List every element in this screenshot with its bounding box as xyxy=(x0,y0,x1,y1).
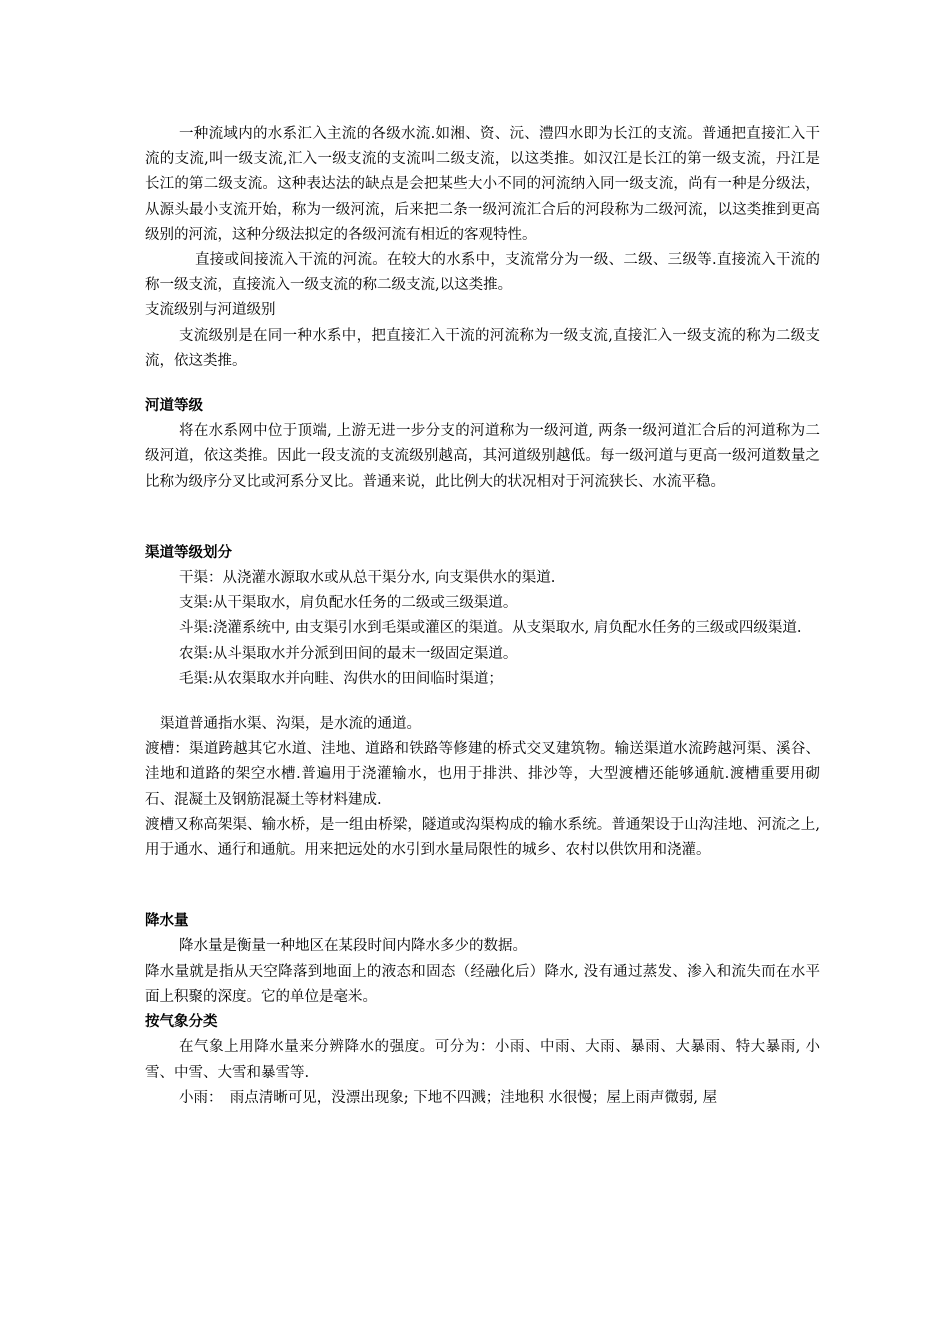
body-paragraph: 在气象上用降水量来分辨降水的强度。可分为：小雨、中雨、大雨、暴雨、大暴雨、特大暴雨, 小雪、中雪、大雪和暴雪等. xyxy=(145,1039,820,1081)
subsection-title: 支流级别与河道级别 xyxy=(145,302,276,319)
body-paragraph: 直接或间接流入干流的河流。在较大的水系中，支流常分为一级、二级、三级等.直接流入干流的称一级支流，直接流入一级支流的称二级支流,以这类推。 xyxy=(145,252,820,294)
body-paragraph: 支流级别是在同一种水系中，把直接汇入干流的河流称为一级支流,直接汇入一级支流的称为二级支流，依这类推。 xyxy=(145,327,820,369)
body-paragraph: 渠道普通指水渠、沟渠，是水流的通道。 xyxy=(160,716,421,733)
spacer xyxy=(145,863,820,909)
subsection-heading: 按气象分类 xyxy=(145,1014,218,1031)
list-item: 干渠：从浇灌水源取水或从总干渠分水, 向支渠供水的渠道. xyxy=(179,570,556,587)
body-paragraph: 将在水系网中位于顶端, 上游无进一步分支的河道称为一级河道, 两条一级河道汇合后的河道称为二级河道，依这类推。因此一段支流的支流级别越高，其河道级别越低。每一级河道与更高一级河道数量之比称为级序分叉比或河系分叉比。普通来说，此比例大的状况相对于河流狭长、水流平稳。 xyxy=(145,423,820,490)
body-paragraph: 一种流域内的水系汇入主流的各级水流.如湘、资、沅、澧四水即为长江的支流。普通把直接汇入干流的支流,叫一级支流,汇入一级支流的支流叫二级支流，以这类推。如汉江是长江的第一级支流，丹江是长江的第二级支流。这种表达法的缺点是会把某些大小不同的河流纳入同一级支流，尚有一种是分级法，从源头最小支流开始，称为一级河流，后来把二条一级河流汇合后的河段称为二级河流，以这类推到更高级别的河流，这种分级法拟定的各级河流有相近的客观特性。 xyxy=(145,126,820,243)
list-item: 斗渠:浇灌系统中, 由支渠引水到毛渠或灌区的渠道。从支渠取水, 肩负配水任务的三级或四级渠道. xyxy=(179,620,802,637)
body-paragraph: 渡槽：渠道跨越其它水道、洼地、道路和铁路等修建的桥式交叉建筑物。输送渠道水流跨越河渠、溪谷、洼地和道路的架空水槽.普遍用于浇灌输水，也用于排洪、排沙等，大型渡槽还能够通航.渡槽重要用砌石、混凝土及钢筋混凝土等材料建成. xyxy=(145,741,820,808)
spacer xyxy=(145,692,820,712)
list-item: 支渠:从干渠取水，肩负配水任务的二级或三级渠道。 xyxy=(179,595,518,612)
body-paragraph: 小雨： 雨点清晰可见，没漂出现象; 下地不四溅；洼地积 水很慢；屋上雨声微弱, 屋 xyxy=(179,1089,718,1106)
list-item: 农渠:从斗渠取水并分派到田间的最末一级固定渠道。 xyxy=(179,645,518,662)
spacer xyxy=(145,374,820,394)
body-paragraph: 渡槽又称高架渠、输水桥，是一组由桥梁，隧道或沟渠构成的输水系统。普通架设于山沟洼地、河流之上,用于通水、通行和通航。用来把远处的水引到水量局限性的城乡、农村以供饮用和浇灌。 xyxy=(145,816,820,859)
document-page xyxy=(145,122,820,1111)
section-heading: 降水量 xyxy=(145,913,189,930)
body-paragraph: 降水量是衡量一种地区在某段时间内降水多少的数据。 xyxy=(179,938,527,955)
spacer xyxy=(145,495,820,541)
list-item: 毛渠:从农渠取水并向畦、沟供水的田间临时渠道； xyxy=(179,670,503,687)
body-paragraph: 降水量就是指从天空降落到地面上的液态和固态（经融化后）降水, 没有通过蒸发、渗入和流失而在水平面上积聚的深度。它的单位是毫米。 xyxy=(145,963,820,1005)
section-heading: 河道等级 xyxy=(145,398,203,415)
section-heading: 渠道等级划分 xyxy=(145,544,232,561)
